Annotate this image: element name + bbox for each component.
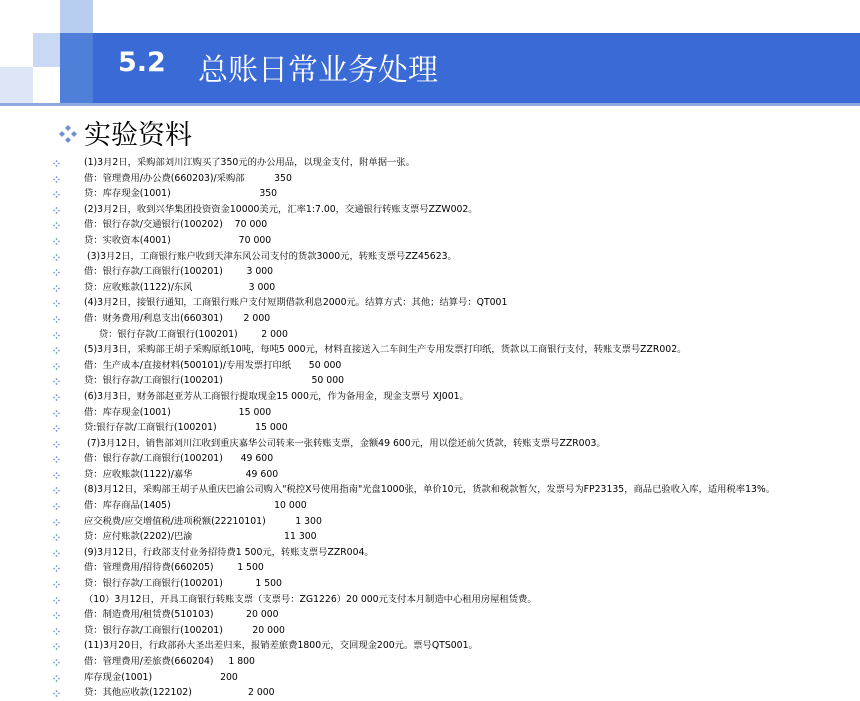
diamond-bullet-icon [53,410,60,417]
diamond-bullet-icon [53,269,60,276]
line-text: 贷：银行存款/工商银行(100201) 2 000 [84,328,288,340]
section-heading: 实验资料 [84,120,192,151]
line-text: 贷:银行存款/工商银行(100201) 15 000 [84,422,288,434]
line-text: 贷：应收账款(1122)/东风 3 000 [84,281,276,293]
diamond-bullet-icon [53,519,60,526]
line-text: 借：银行存款/工商银行(100201) 49 600 [84,453,274,465]
diamond-bullet-icon [53,597,60,604]
line-text: (6)3月3日，财务部赵亚芳从工商银行提取现金15 000元，作为备用金，现金支票号 XJ001。 [84,390,469,402]
line-text: 贷：库存现金(1001) 350 [84,188,278,200]
diamond-bullet-icon [53,254,60,261]
line-text: 借：管理费用/差旅费(660204) 1 800 [84,656,255,667]
line-text: 借：库存现金(1001) 15 000 [84,406,272,418]
line-text: (3)3月2日，工商银行账户收到天津东风公司支付的货款3000元，转账支票号ZZ45623。 [84,250,457,262]
line-text: (9)3月12日，行政部支付业务招待费1 500元，转账支票号ZZR004。 [84,546,374,558]
line-text: 应交税费/应交增值税/进项税额(22210101) 1 300 [84,515,322,527]
diamond-bullet-icon [53,643,60,650]
diamond-bullet-icon [53,565,60,572]
line-text: (7)3月12日，销售部刘川江收到重庆嘉华公司转来一张转账支票，金额49 600元，用以偿还前欠货款，转账支票号ZZR003。 [84,437,606,449]
line-text: 库存现金(1001) 200 [84,671,238,683]
line-text: 借：银行存款/工商银行(100201) 3 000 [84,266,274,278]
line-text: 贷：应收账款(1122)/嘉华 49 600 [84,468,279,480]
diamond-bullet-icon [53,425,60,432]
title-divider [0,103,860,106]
line-text: 贷：银行存款/工商银行(100201) 50 000 [84,375,345,387]
diamond-bullet-icon [53,503,60,510]
diamond-bullet-icon [53,285,60,292]
decor-square [60,33,93,103]
diamond-bullet-icon [53,176,60,183]
diamond-bullet-icon [53,581,60,588]
line-text: (4)3月2日，接银行通知，工商银行账户支付短期借款利息2000元。结算方式：其他；结算号：QT001 [84,297,508,309]
diamond-bullet-icon [53,441,60,448]
line-text: 借：制造费用/租赁费(510103) 20 000 [84,609,279,621]
decor-square [33,33,60,67]
line-text: (2)3月2日，收到兴华集团投资资金10000美元，汇率1:7.00，交通银行转账支票号ZZW002。 [84,203,478,215]
diamond-bullet-icon [53,690,60,697]
line-text: 借：管理费用/办公费(660203)/采购部 350 [84,172,292,184]
line-text: 借：管理费用/招待费(660205) 1 500 [84,562,264,574]
diamond-bullet-icon [53,472,60,479]
line-text: 借：库存商品(1405) 10 000 [84,500,307,512]
line-text: (8)3月12日，采购部王胡子从重庆巴渝公司购入"税控X号使用指南"光盘1000张，单价10元，货款和税款暂欠，发票号为FP23135，商品已验收入库，适用税率13%。 [84,484,776,496]
line-text: (11)3月20日，行政部孙大圣出差归来，报销差旅费1800元，交回现金200元。票号QTS001。 [84,640,478,652]
diamond-bullet-icon [53,191,60,198]
line-text: (1)3月2日，采购部刘川江购买了350元的办公用品，以现金支付，附单据一张。 [84,157,415,168]
diamond-bullet-icon [53,534,60,541]
diamond-bullet-icon [53,160,60,167]
line-text: 贷：银行存款/工商银行(100201) 1 500 [84,578,282,590]
line-text: (5)3月3日，采购部王胡子采购原纸10吨，每吨5 000元，材料直接送入二车间生产专用发票打印纸，货款以工商银行支付，转账支票号ZZR002。 [84,344,687,356]
line-text: 贷：银行存款/工商银行(100201) 20 000 [84,624,285,636]
section-number: 5.2 [118,47,166,78]
diamond-bullet-icon [53,612,60,619]
diamond-bullet-icon [53,300,60,307]
decor-square [60,0,93,33]
diamond-bullet-icon [53,378,60,385]
diamond-bullet-icon [53,487,60,494]
diamond-bullet-icon [53,238,60,245]
diamond-bullet-icon [53,394,60,401]
diamond-bullet-icon [53,316,60,323]
line-text: 借：银行存款/交通银行(100202) 70 000 [84,219,268,231]
line-text: 贷：其他应收款(122102) 2 000 [84,687,275,699]
page-title: 总账日常业务处理 [198,53,438,88]
line-text: 借：生产成本/直接材料(500101)/专用发票打印纸 50 000 [84,359,342,371]
line-text: 贷：应付账款(2202)/巴渝 11 300 [84,531,317,543]
diamond-bullet-icon [53,347,60,354]
diamond-bullet-icon [53,675,60,682]
diamond-bullet-icon [53,659,60,666]
diamond-bullet-icon [53,207,60,214]
diamond-bullet-icon [53,332,60,339]
line-text: （10）3月12日，开具工商银行转账支票（支票号：ZG1226）20 000元支付本月制造中心租用房屋租赁费。 [84,593,537,605]
decor-square [0,67,33,103]
diamond-bullet-icon [53,222,60,229]
diamond-bullet-icon [53,550,60,557]
line-text: 贷：实收资本(4001) 70 000 [84,234,272,246]
diamond-bullet-icon [53,628,60,635]
line-text: 借：财务费用/利息支出(660301) 2 000 [84,312,271,324]
diamond-bullet-icon [53,363,60,370]
diamond-bullet-icon [53,456,60,463]
diamond-bullet-icon [58,124,78,144]
